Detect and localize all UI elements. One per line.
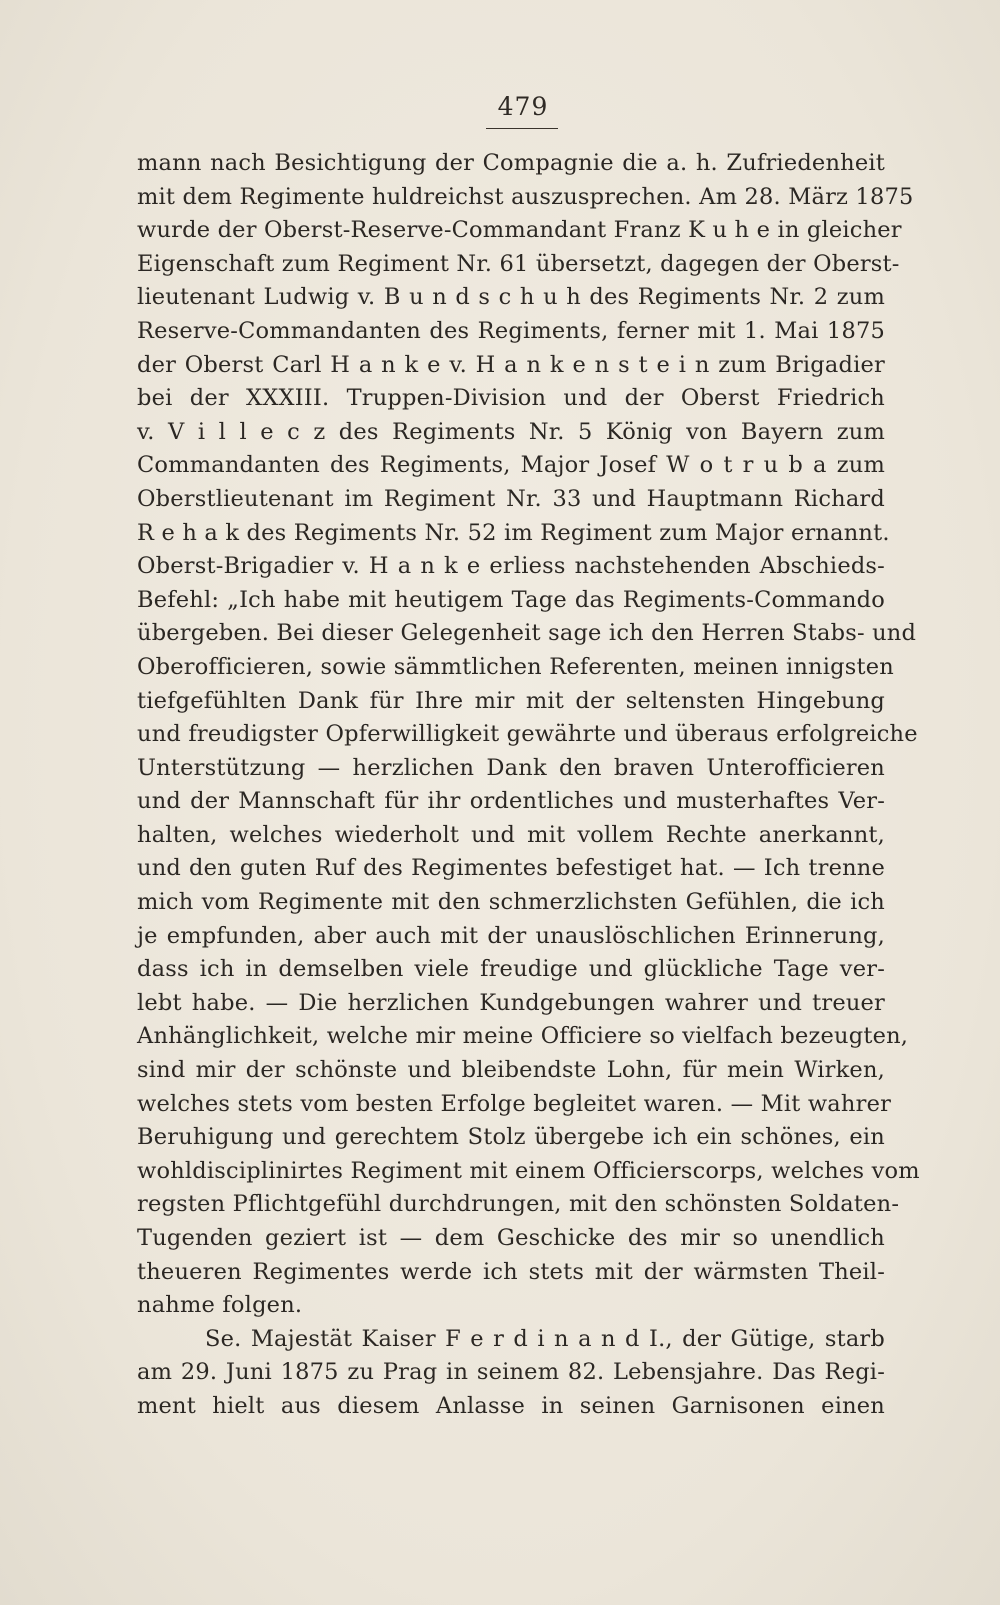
text-line: regsten Pflichtgefühl durchdrungen, mit den schönsten Soldaten- bbox=[137, 1191, 900, 1218]
text-line: theueren Regimentes werde ich stets mit der wärmsten Theil- bbox=[137, 1258, 885, 1285]
text-line: und den guten Ruf des Regimentes befestiget hat. — Ich trenne bbox=[137, 855, 885, 882]
text-line: nahme folgen. bbox=[137, 1292, 303, 1319]
text-line: Oberst-Brigadier v. H a n k e erliess nachstehenden Abschieds- bbox=[137, 553, 885, 580]
text-line: wurde der Oberst-Reserve-Commandant Franz K u h e in gleicher bbox=[137, 217, 902, 244]
text-line: mann nach Besichtigung der Compagnie die a. h. Zufriedenheit bbox=[137, 150, 885, 176]
text-line: sind mir der schönste und bleibendste Lohn, für mein Wirken, bbox=[137, 1057, 885, 1084]
text-line: Anhänglichkeit, welche mir meine Officiere so vielfach bezeugten, bbox=[137, 1023, 909, 1050]
text-line: Tugenden geziert ist — dem Geschicke des mir so unendlich bbox=[137, 1225, 885, 1251]
text-line: halten, welches wiederholt und mit vollem Rechte anerkannt, bbox=[137, 821, 885, 848]
text-line: Oberstlieutenant im Regiment Nr. 33 und Hauptmann Richard bbox=[137, 485, 885, 512]
text-line: mit dem Regimente huldreichst auszusprechen. Am 28. März 1875 bbox=[137, 183, 914, 210]
text-line: der Oberst Carl H a n k e v. H a n k e n s t e i n zum Brigadier bbox=[137, 351, 885, 378]
text-line: lieutenant Ludwig v. B u n d s c h u h des Regiments Nr. 2 zum bbox=[137, 284, 885, 311]
page-number-rule bbox=[486, 128, 558, 129]
text-line: Commandanten des Regiments, Major Josef W o t r u b a zum bbox=[137, 452, 885, 479]
text-line: v. V i l l e c z des Regiments Nr. 5 König von Bayern zum bbox=[137, 418, 885, 445]
text-line: Beruhigung und gerechtem Stolz übergebe ich ein schönes, ein bbox=[137, 1124, 885, 1151]
text-line: Se. Majestät Kaiser F e r d i n a n d I., der Gütige, starb bbox=[205, 1325, 885, 1352]
text-line: mich vom Regimente mit den schmerzlichsten Gefühlen, die ich bbox=[137, 889, 885, 916]
text-line: lebt habe. — Die herzlichen Kundgebungen wahrer und treuer bbox=[137, 989, 885, 1016]
text-line: übergeben. Bei dieser Gelegenheit sage ich den Herren Stabs- und bbox=[137, 620, 917, 647]
text-line: wohldisciplinirtes Regiment mit einem Officierscorps, welches vom bbox=[137, 1157, 920, 1184]
text-line: ment hielt aus diesem Anlasse in seinen Garnisonen einen bbox=[137, 1392, 885, 1419]
text-line: R e h a k des Regiments Nr. 52 im Regiment zum Major ernannt. bbox=[137, 519, 890, 546]
text-line: tiefgefühlten Dank für Ihre mir mit der seltensten Hingebung bbox=[137, 687, 885, 714]
body-text bbox=[137, 147, 920, 1424]
text-line: und der Mannschaft für ihr ordentliches und musterhaftes Ver- bbox=[137, 788, 885, 815]
text-line: Eigenschaft zum Regiment Nr. 61 übersetzt, dagegen der Oberst- bbox=[137, 250, 900, 277]
text-line: Oberofficieren, sowie sämmtlichen Referenten, meinen innigsten bbox=[137, 653, 894, 680]
text-line: welches stets vom besten Erfolge begleitet waren. — Mit wahrer bbox=[137, 1090, 892, 1117]
page-number: 479 bbox=[497, 92, 549, 121]
text-line: Unterstützung — herzlichen Dank den braven Unterofficieren bbox=[137, 754, 885, 781]
text-line: dass ich in demselben viele freudige und glückliche Tage ver- bbox=[137, 956, 885, 983]
text-line: je empfunden, aber auch mit der unauslöschlichen Erinnerung, bbox=[137, 922, 885, 949]
text-line: und freudigster Opferwilligkeit gewährte und überaus erfolgreiche bbox=[137, 721, 918, 748]
text-line: Befehl: „Ich habe mit heutigem Tage das Regiments-Commando bbox=[137, 586, 885, 613]
text-line: Reserve-Commandanten des Regiments, ferner mit 1. Mai 1875 bbox=[137, 317, 885, 344]
text-line: am 29. Juni 1875 zu Prag in seinem 82. Lebensjahre. Das Regi- bbox=[137, 1359, 885, 1386]
text-line: bei der XXXIII. Truppen-Division und der Oberst Friedrich bbox=[137, 385, 885, 412]
